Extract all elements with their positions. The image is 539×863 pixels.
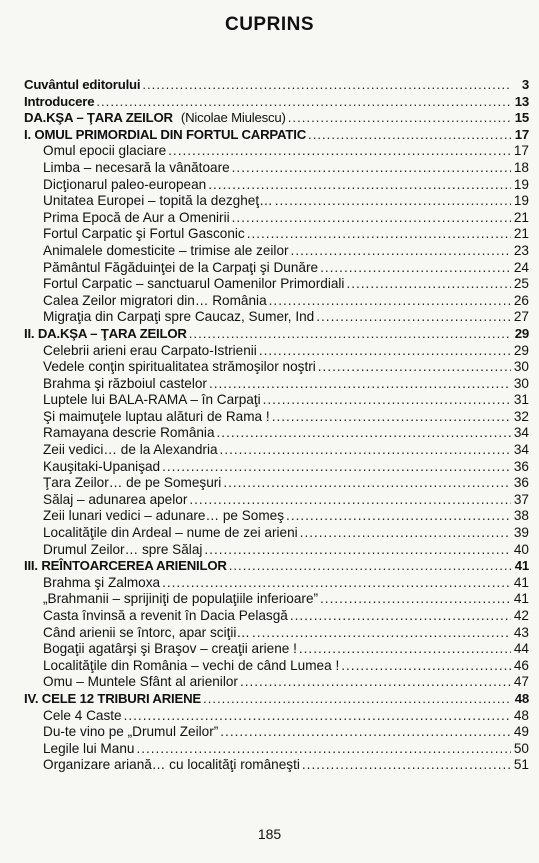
toc-entry-page: 34 [513, 425, 529, 441]
toc-entry-title: Celebrii arieni erau Carpato-Istrienii [43, 342, 257, 358]
toc-subsection-entry [24, 392, 529, 409]
page-title: CUPRINS [224, 14, 314, 35]
toc-entry-page: 31 [513, 392, 529, 408]
toc-entry-page: 34 [513, 442, 529, 458]
toc-entry-page: 39 [513, 525, 529, 541]
toc-entry-title: Brahma şi războiul castelor [43, 375, 207, 391]
dot-leader [96, 94, 511, 111]
toc-entry-title: Casta învinsă a revenit în Dacia Pelasgă [43, 608, 288, 623]
toc-entry-title: I. OMUL PRIMORDIAL DIN FORTUL CARPATIC [24, 126, 307, 142]
dot-leader [302, 757, 511, 774]
toc-entry-page: 29 [513, 342, 529, 358]
dot-leader [299, 641, 511, 658]
dot-leader [316, 309, 511, 326]
toc-subsection-entry [24, 591, 529, 608]
toc-section-entry [24, 558, 529, 575]
toc-entry-title: Drumul Zeilor… spre Sălaj [43, 541, 203, 557]
toc-entry-title: Ţara Zeilor… de pe Someşuri [43, 475, 222, 491]
toc-entry-page: 17 [513, 143, 529, 159]
toc-entry-title: II. DA.KŞA – ŢARA ZEILOR [24, 325, 187, 341]
toc-entry-page: 43 [513, 624, 529, 640]
toc-entry-page: 48 [514, 690, 529, 706]
page-number: 185 [257, 826, 282, 842]
toc-entry-page: 37 [513, 491, 529, 507]
toc-subsection-entry [24, 409, 529, 426]
toc-entry-title: Localităţile din România – vechi de când Lumea ! [43, 657, 340, 673]
toc-entry-title: Cele 4 Caste [43, 707, 122, 723]
toc-subsection-entry [24, 708, 529, 725]
toc-entry-title: Bogaţii agatârşi şi Braşov – creaţii ariene ! [43, 641, 297, 657]
table-of-contents [24, 77, 529, 774]
toc-entry-page: 47 [513, 674, 529, 690]
toc-subsection-entry [24, 442, 529, 459]
toc-entry-page: 44 [513, 641, 529, 657]
dot-leader [320, 591, 511, 608]
toc-subsection-entry [24, 608, 529, 625]
toc-subsection-entry [24, 641, 529, 658]
toc-subsection-entry [24, 177, 529, 194]
toc-entry-title: Fortul Carpatic şi Fortul Gasconic [43, 226, 245, 242]
dot-leader [308, 127, 511, 144]
toc-entry-title: Brahma şi Zalmoxa [43, 574, 161, 590]
toc-entry-page: 41 [514, 558, 529, 574]
toc-subsection-entry [24, 143, 529, 160]
dot-leader [259, 343, 511, 360]
toc-entry-page: 50 [513, 740, 529, 756]
toc-entry-title: Prima Epocă de Aur a Omenirii [43, 209, 230, 225]
dot-leader [269, 293, 511, 310]
toc-subsection-entry [24, 226, 529, 243]
toc-entry-title: Zeii lunari vedici – adunare… pe Someş [43, 508, 285, 524]
toc-subsection-entry [24, 724, 529, 741]
toc-entry-page: 3 [521, 77, 529, 92]
dot-leader [223, 475, 511, 492]
toc-entry-title: Animalele domesticite – trimise ale zeilor [43, 242, 289, 258]
toc-entry-page: 21 [513, 226, 529, 242]
toc-entry-title: Limba – necesară la vânătoare [43, 159, 230, 175]
dot-leader [290, 608, 511, 625]
dot-leader [220, 442, 511, 459]
toc-entry-title: III. REÎNTOARCEREA ARIENILOR [24, 558, 227, 574]
toc-entry-title: DA.KŞA – ŢARA ZEILOR [24, 110, 173, 126]
dot-leader [341, 658, 511, 675]
toc-entry-page: 19 [513, 193, 529, 209]
dot-leader [162, 575, 511, 592]
dot-leader [318, 359, 511, 376]
toc-subsection-entry [24, 359, 529, 376]
toc-entry-title: Du-te vino pe „Drumul Zeilor” [43, 724, 219, 740]
toc-subsection-entry [24, 260, 529, 277]
toc-entry-page: 13 [514, 93, 529, 109]
toc-entry-page: 32 [513, 408, 529, 424]
toc-entry-title: Luptele lui BALA-RAMA – în Carpaţi [43, 392, 261, 408]
toc-entry-page: 41 [513, 574, 529, 590]
toc-entry-title: Calea Zeilor migratori din… România [43, 292, 267, 308]
dot-leader [232, 160, 511, 177]
toc-subsection-entry [24, 243, 529, 260]
toc-subsection-entry [24, 475, 529, 492]
toc-entry-title: Omu – Muntele Sfânt al arienilor [43, 674, 238, 690]
toc-entry-title: Zeii vedici… de la Alexandria [43, 442, 218, 458]
toc-subsection-entry [24, 425, 529, 442]
dot-leader [320, 260, 511, 277]
toc-section-entry [24, 110, 529, 127]
toc-entry-title: Unitatea Europei – topită la dezgheţ… [43, 193, 273, 209]
toc-entry-title: Organizare ariană… cu localităţi româneşti [43, 757, 300, 773]
dot-leader [288, 110, 511, 127]
dot-leader [220, 724, 511, 741]
toc-entry-page: 40 [513, 541, 529, 557]
toc-subsection-entry [24, 276, 529, 293]
toc-entry-title: Pământul Făgăduinţei de la Carpaţi şi Dunăre [43, 259, 319, 275]
toc-entry-title: Omul epocii glaciare [43, 143, 167, 159]
toc-entry-title: „Brahmanii – sprijiniţi de populaţiile inferioare” [43, 591, 319, 607]
dot-leader [136, 741, 511, 758]
toc-entry-title: Introducere [24, 93, 95, 109]
toc-entry-page: 27 [513, 309, 529, 325]
toc-entry-page: 38 [513, 508, 529, 524]
dot-leader [272, 409, 511, 426]
toc-entry-author: (Nicolae Miulescu) [180, 110, 286, 126]
dot-leader [204, 542, 511, 559]
toc-entry-page: 24 [513, 259, 529, 275]
toc-subsection-entry [24, 575, 529, 592]
toc-subsection-entry [24, 193, 529, 210]
toc-section-entry [24, 127, 529, 144]
dot-leader [291, 243, 511, 260]
toc-entry-page: 36 [513, 458, 529, 474]
toc-subsection-entry [24, 658, 529, 675]
toc-entry-title: Ramayana descrie România [43, 425, 215, 441]
toc-subsection-entry [24, 293, 529, 310]
toc-entry-title: Legile lui Manu [43, 740, 135, 756]
toc-entry-title: Vedele conţin spiritualitatea strămoşilor noştri [43, 359, 316, 375]
dot-leader [346, 276, 511, 293]
toc-section-entry [24, 94, 529, 111]
dot-leader [142, 77, 511, 94]
toc-entry-title: Localităţile din Ardeal – nume de zei arieni [43, 525, 298, 541]
toc-entry-page: 15 [514, 110, 529, 126]
toc-subsection-entry [24, 757, 529, 774]
toc-entry-page: 19 [513, 176, 529, 192]
toc-entry-page: 30 [513, 375, 529, 391]
toc-entry-page: 48 [513, 707, 529, 723]
toc-section-entry [24, 326, 529, 343]
toc-subsection-entry [24, 674, 529, 691]
dot-leader [240, 674, 511, 691]
dot-leader [217, 425, 511, 442]
dot-leader [252, 625, 511, 642]
toc-subsection-entry [24, 508, 529, 525]
dot-leader [232, 210, 511, 227]
toc-entry-page: 30 [513, 359, 529, 375]
dot-leader [263, 392, 511, 409]
dot-leader [229, 558, 511, 575]
toc-subsection-entry [24, 343, 529, 360]
toc-section-entry [24, 77, 529, 94]
toc-subsection-entry [24, 525, 529, 542]
toc-entry-title: Când arienii se întorc, apar sciţii… [43, 624, 251, 640]
toc-entry-page: 21 [513, 209, 529, 225]
dot-leader [189, 492, 511, 509]
dot-leader [275, 193, 511, 210]
toc-subsection-entry [24, 459, 529, 476]
dot-leader [300, 525, 511, 542]
toc-entry-page: 18 [513, 159, 529, 175]
dot-leader [286, 508, 511, 525]
toc-subsection-entry [24, 741, 529, 758]
toc-subsection-entry [24, 542, 529, 559]
toc-entry-page: 49 [513, 724, 529, 740]
toc-entry-page: 46 [513, 657, 529, 673]
toc-entry-title: Migraţia din Carpaţi spre Caucaz, Sumer, Ind [43, 309, 315, 325]
toc-subsection-entry [24, 210, 529, 227]
toc-entry-page: 51 [513, 757, 529, 773]
dot-leader [247, 226, 511, 243]
dot-leader [208, 177, 511, 194]
toc-entry-page: 17 [514, 126, 529, 142]
dot-leader [203, 691, 511, 708]
toc-entry-title: Cuvântul editorului [24, 77, 141, 92]
toc-entry-title: IV. CELE 12 TRIBURI ARIENE [24, 690, 202, 706]
toc-entry-page: 26 [513, 292, 529, 308]
toc-entry-page: 36 [513, 475, 529, 491]
toc-entry-page: 42 [513, 608, 529, 623]
toc-entry-page: 25 [513, 276, 529, 292]
toc-subsection-entry [24, 160, 529, 177]
dot-leader [162, 459, 511, 476]
toc-entry-title: Dicţionarul paleo-european [43, 176, 207, 192]
toc-entry-page: 29 [514, 325, 529, 341]
toc-subsection-entry [24, 309, 529, 326]
toc-entry-title: Sălaj – adunarea apelor [43, 491, 188, 507]
toc-subsection-entry [24, 376, 529, 393]
toc-subsection-entry [24, 625, 529, 642]
toc-entry-title: Kauşitaki-Upanişad [43, 458, 161, 474]
dot-leader [209, 376, 511, 393]
toc-entry-page: 41 [513, 591, 529, 607]
toc-entry-title: Fortul Carpatic – sanctuarul Oamenilor Primordiali [43, 276, 345, 292]
toc-section-entry [24, 691, 529, 708]
dot-leader [189, 326, 511, 343]
dot-leader [168, 143, 511, 160]
toc-subsection-entry [24, 492, 529, 509]
dot-leader [124, 708, 511, 725]
toc-entry-page: 23 [513, 242, 529, 258]
toc-entry-title: Şi maimuţele luptau alături de Rama ! [43, 408, 270, 424]
